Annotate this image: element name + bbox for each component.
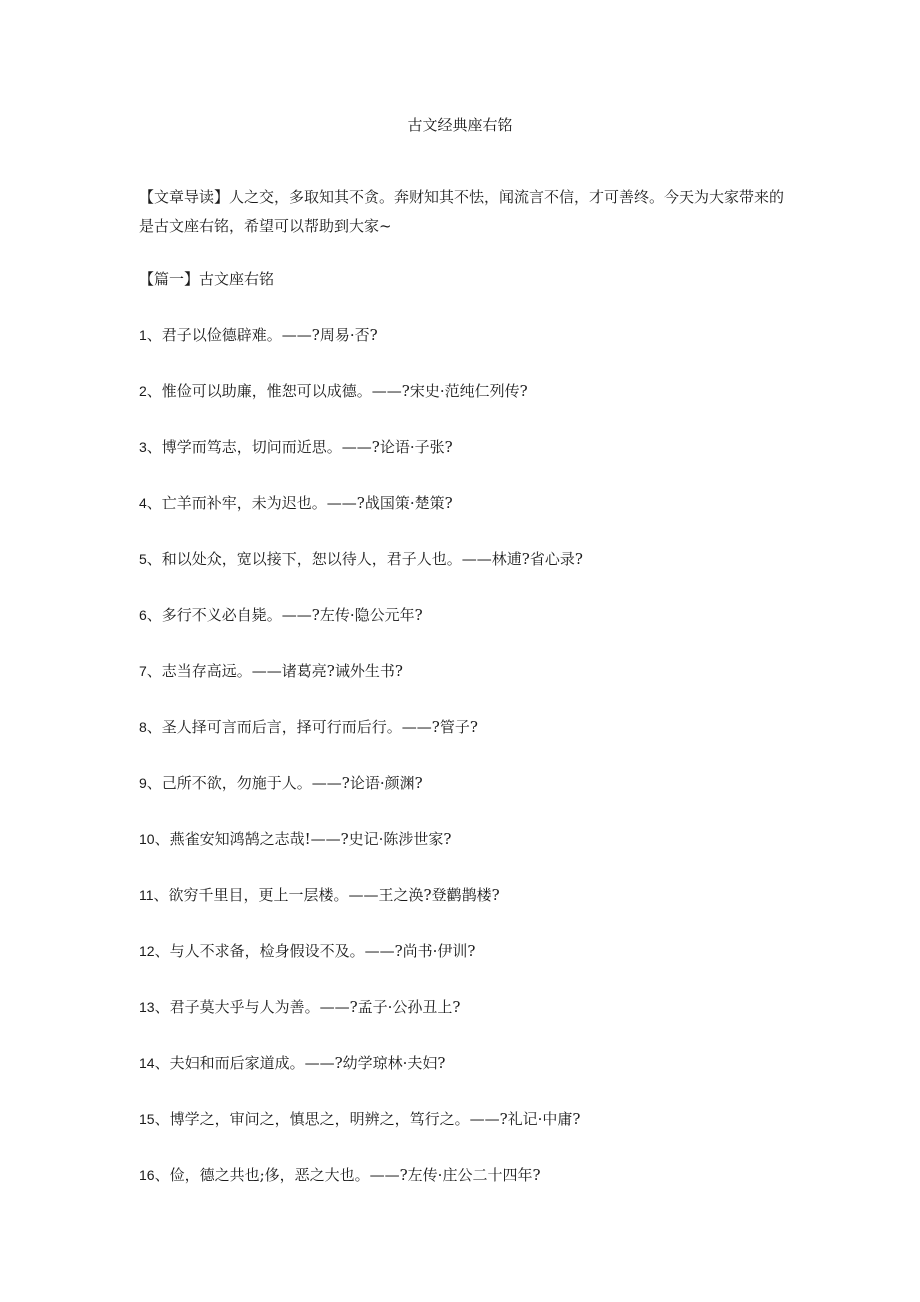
item-text: 、君子莫大乎与人为善。——?孟子·公孙丑上? — [154, 998, 461, 1016]
item-number: 14 — [139, 1055, 155, 1071]
list-item — [139, 324, 583, 380]
item-text: 、志当存高远。——诸葛亮?诫外生书? — [146, 662, 403, 680]
section-heading: 【篇一】古文座右铭 — [139, 270, 275, 288]
item-number: 4 — [139, 495, 147, 511]
list-item — [139, 828, 583, 884]
list-item — [139, 1164, 583, 1220]
list-item — [139, 492, 583, 548]
item-text: 、多行不义必自毙。——?左传·隐公元年? — [146, 606, 423, 624]
item-text: 、与人不求备，检身假设不及。——?尚书·伊训? — [154, 942, 476, 960]
document-title: 古文经典座右铭 — [407, 116, 513, 134]
item-text: 、燕雀安知鸿鹄之志哉!——?史记·陈涉世家? — [154, 830, 452, 848]
list-item — [139, 1108, 583, 1164]
list-item — [139, 996, 583, 1052]
item-number: 2 — [139, 383, 147, 399]
item-number: 13 — [139, 999, 155, 1015]
item-text: 、和以处众，宽以接下，恕以待人，君子人也。——林逋?省心录? — [146, 550, 583, 568]
intro-paragraph: 【文章导读】人之交，多取知其不贪。奔财知其不怯，闻流言不信，才可善终。今天为大家带来的是古文座右铭，希望可以帮助到大家~ — [139, 188, 785, 235]
list-item — [139, 660, 583, 716]
item-number: 11 — [139, 887, 154, 903]
item-number: 7 — [139, 663, 147, 679]
item-text: 、博学而笃志，切问而近思。——?论语·子张? — [146, 438, 453, 456]
item-number: 1 — [139, 327, 147, 343]
item-number: 10 — [139, 831, 155, 847]
item-number: 5 — [139, 551, 147, 567]
list-item — [139, 716, 583, 772]
item-number: 3 — [139, 439, 147, 455]
item-number: 8 — [139, 719, 147, 735]
item-text: 、君子以俭德辟难。——?周易·否? — [146, 326, 378, 344]
item-number: 9 — [139, 775, 147, 791]
item-text: 、夫妇和而后家道成。——?幼学琼林·夫妇? — [154, 1054, 446, 1072]
item-text: 、亡羊而补牢，未为迟也。——?战国策·楚策? — [146, 494, 453, 512]
item-text: 、俭，德之共也;侈，恶之大也。——?左传·庄公二十四年? — [154, 1166, 541, 1184]
list-item — [139, 772, 583, 828]
list-item — [139, 604, 583, 660]
list-item — [139, 940, 583, 996]
item-text: 、己所不欲，勿施于人。——?论语·颜渊? — [146, 774, 423, 792]
item-number: 15 — [139, 1111, 155, 1127]
item-number: 12 — [139, 943, 155, 959]
list-item — [139, 884, 583, 940]
motto-list — [139, 324, 583, 1220]
list-item — [139, 548, 583, 604]
item-text: 、欲穷千里目，更上一层楼。——王之涣?登鹳鹊楼? — [153, 886, 500, 904]
item-number: 6 — [139, 607, 147, 623]
item-text: 、惟俭可以助廉，惟恕可以成德。——?宋史·范纯仁列传? — [146, 382, 528, 400]
list-item — [139, 436, 583, 492]
item-text: 、博学之，审问之，慎思之，明辨之，笃行之。——?礼记·中庸? — [154, 1110, 581, 1128]
list-item — [139, 380, 583, 436]
list-item — [139, 1052, 583, 1108]
item-number: 16 — [139, 1167, 155, 1183]
item-text: 、圣人择可言而后言，择可行而后行。——?管子? — [146, 718, 478, 736]
